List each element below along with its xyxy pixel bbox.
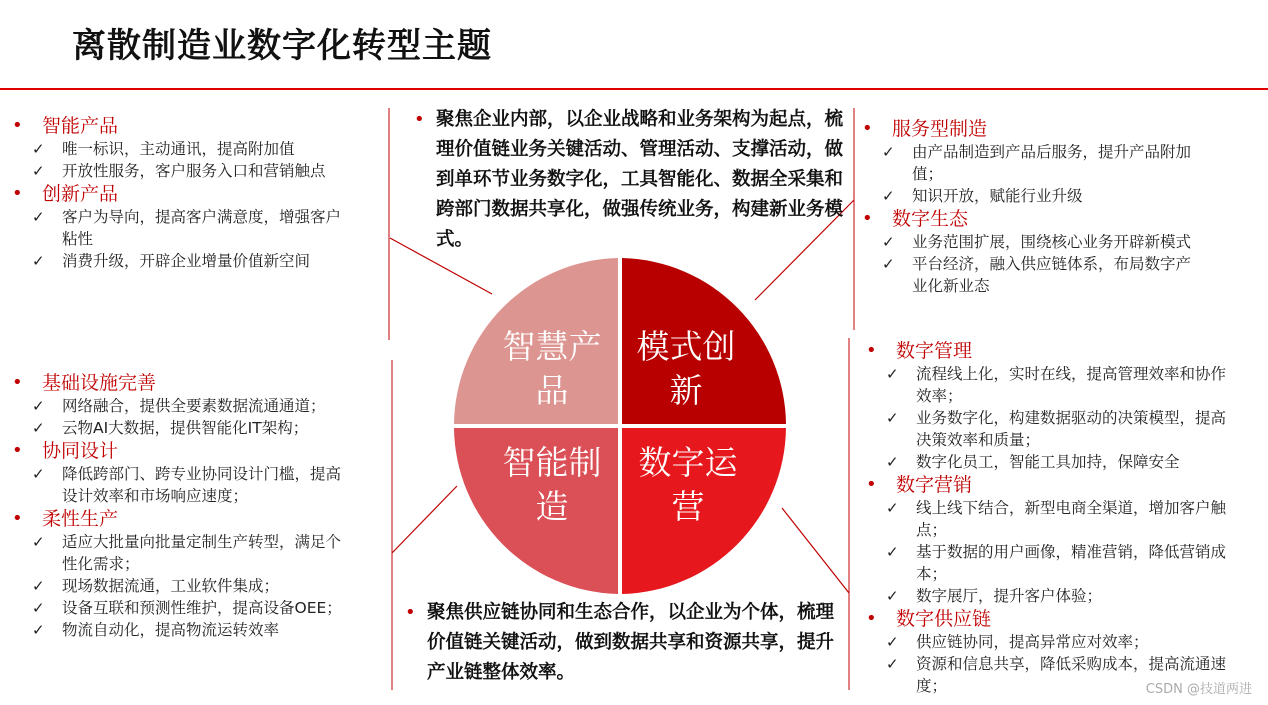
list-item: [12, 597, 352, 619]
list-item-text: 知识开放，赋能行业升级: [912, 187, 1083, 205]
check-icon: ✓: [886, 655, 899, 673]
list-item: [12, 138, 352, 160]
list-item: [866, 407, 1236, 451]
list-item: [862, 253, 1202, 297]
left-top-column: [12, 114, 352, 272]
section-bullet: •: [862, 118, 873, 139]
section-heading: 基础设施完善: [42, 372, 157, 394]
list-item-text: 适应大批量向批量定制生产转型，满足个性化需求；: [62, 533, 342, 573]
section-service-manufacturing: [862, 117, 1202, 207]
check-icon: ✓: [886, 633, 899, 651]
check-icon: ✓: [886, 543, 899, 561]
list-item: [12, 531, 352, 575]
list-item-text: 唯一标识，主动通讯，提高附加值: [62, 140, 295, 158]
list-item: [866, 497, 1236, 541]
list-item: [12, 250, 352, 272]
quadrant-label-bottom-left-line2: 造: [535, 487, 569, 526]
list-item: [866, 541, 1236, 585]
check-icon: ✓: [32, 465, 45, 483]
check-icon: ✓: [32, 621, 45, 639]
note-bullet: •: [405, 602, 416, 623]
quadrant-label-bottom-right-line1: 数字运: [638, 443, 738, 482]
section-bullet: •: [862, 208, 873, 229]
check-icon: ✓: [32, 599, 45, 617]
list-item: [862, 231, 1202, 253]
list-item-text: 物流自动化，提高物流运转效率: [62, 621, 280, 639]
list-item-text: 客户为导向，提高客户满意度，增强客户粘性: [62, 208, 342, 248]
list-item-text: 现场数据流通，工业软件集成；: [62, 577, 280, 595]
list-item: [12, 160, 352, 182]
list-item-text: 由产品制造到产品后服务，提升产品附加值；: [912, 143, 1192, 183]
check-icon: ✓: [32, 419, 45, 437]
right-bottom-column: [866, 339, 1236, 697]
list-item-text: 资源和信息共享，降低采购成本，提高流通速度；: [916, 655, 1227, 695]
check-icon: ✓: [882, 255, 895, 273]
section-bullet: •: [12, 183, 23, 204]
section-flexible-production: [12, 507, 352, 641]
check-icon: ✓: [32, 252, 45, 270]
section-bullet: •: [12, 115, 23, 136]
section-bullet: •: [866, 340, 877, 361]
list-item: [866, 451, 1236, 473]
list-item-text: 平台经济，融入供应链体系，布局数字产业化新业态: [912, 255, 1192, 295]
list-item-text: 消费升级，开辟企业增量价值新空间: [62, 252, 311, 270]
section-heading: 数字营销: [896, 474, 973, 496]
section-heading: 服务型制造: [892, 118, 988, 140]
watermark: CSDN @技道两进: [1145, 682, 1252, 697]
list-item: [12, 395, 352, 417]
connector-line-bottom-left: [392, 486, 457, 553]
quadrant-label-top-right-line2: 新: [669, 371, 703, 410]
list-item-text: 降低跨部门、跨专业协同设计门槛，提高设计效率和市场响应速度；: [62, 465, 342, 505]
list-item: [12, 206, 352, 250]
section-heading: 柔性生产: [42, 508, 119, 530]
check-icon: ✓: [32, 577, 45, 595]
check-icon: ✓: [882, 187, 895, 205]
note-bullet: •: [414, 109, 425, 130]
section-infrastructure: [12, 371, 352, 439]
list-item-text: 云物AI大数据，提供智能化IT架构；: [62, 419, 309, 437]
section-bullet: •: [866, 608, 877, 629]
list-item: [862, 141, 1202, 185]
list-item-text: 数字化员工，智能工具加持，保障安全: [916, 453, 1180, 471]
list-item: [12, 575, 352, 597]
left-bottom-column: [12, 371, 352, 641]
check-icon: ✓: [886, 409, 899, 427]
section-bullet: •: [12, 440, 23, 461]
section-heading: 数字供应链: [896, 608, 992, 630]
check-icon: ✓: [32, 162, 45, 180]
section-heading: 数字管理: [896, 340, 973, 362]
section-bullet: •: [12, 508, 23, 529]
check-icon: ✓: [886, 587, 899, 605]
check-icon: ✓: [882, 233, 895, 251]
section-digital-marketing: [866, 473, 1236, 607]
connector-line-bottom-right: [782, 508, 849, 593]
quadrant-label-bottom-right-line2: 营: [671, 487, 705, 526]
check-icon: ✓: [882, 143, 895, 161]
section-innovative-product: [12, 182, 352, 272]
list-item-text: 业务数字化，构建数据驱动的决策模型，提高决策效率和质量；: [916, 409, 1227, 449]
section-smart-product: [12, 114, 352, 182]
list-item-text: 网络融合，提供全要素数据流通通道；: [62, 397, 326, 415]
quadrant-label-top-right-line1: 模式创: [636, 327, 736, 366]
check-icon: ✓: [32, 533, 45, 551]
section-bullet: •: [12, 372, 23, 393]
section-heading: 协同设计: [42, 440, 119, 462]
check-icon: ✓: [32, 140, 45, 158]
section-digital-management: [866, 339, 1236, 473]
quadrant-label-top-left-line1: 智慧产: [502, 327, 602, 366]
list-item: [862, 185, 1202, 207]
list-item-text: 流程线上化，实时在线，提高管理效率和协作效率；: [916, 365, 1227, 405]
list-item-text: 供应链协同，提高异常应对效率；: [916, 633, 1149, 651]
list-item-text: 业务范围扩展，围绕核心业务开辟新模式: [912, 233, 1192, 251]
check-icon: ✓: [886, 499, 899, 517]
check-icon: ✓: [886, 453, 899, 471]
section-collaborative-design: [12, 439, 352, 507]
quadrant-label-bottom-left-line1: 智能制: [502, 443, 602, 482]
bottom-focus-note: [405, 598, 845, 688]
section-heading: 智能产品: [42, 115, 119, 137]
check-icon: ✓: [32, 208, 45, 226]
top-focus-note: [414, 105, 844, 255]
top-focus-text: 聚焦企业内部，以企业战略和业务架构为起点，梳理价值链业务关键活动、管理活动、支撑活动，做到单环节业务数字化，工具智能化、数据全采集和跨部门数据共享化，做强传统业务，构建新业务模式。: [436, 109, 844, 250]
section-heading: 创新产品: [42, 183, 119, 205]
bottom-focus-text: 聚焦供应链协同和生态合作，以企业为个体，梳理价值链关键活动，做到数据共享和资源共享，提升产业链整体效率。: [427, 602, 835, 683]
list-item-text: 开放性服务，客户服务入口和营销触点: [62, 162, 326, 180]
list-item-text: 设备互联和预测性维护，提高设备OEE；: [62, 599, 342, 617]
list-item: [12, 619, 352, 641]
list-item: [12, 463, 352, 507]
list-item-text: 基于数据的用户画像，精准营销，降低营销成本；: [916, 543, 1227, 583]
quadrant-label-top-left-line2: 品: [535, 371, 569, 410]
right-top-column: [862, 117, 1202, 297]
list-item-text: 线上线下结合，新型电商全渠道，增加客户触点；: [916, 499, 1227, 539]
list-item: [866, 585, 1236, 607]
check-icon: ✓: [886, 365, 899, 383]
section-heading: 数字生态: [892, 208, 969, 230]
check-icon: ✓: [32, 397, 45, 415]
section-bullet: •: [866, 474, 877, 495]
list-item: [866, 363, 1236, 407]
section-digital-ecosystem: [862, 207, 1202, 297]
page-title: 离散制造业数字化转型主题: [72, 26, 492, 66]
list-item: [866, 631, 1236, 653]
list-item: [12, 417, 352, 439]
list-item-text: 数字展厅，提升客户体验；: [916, 587, 1103, 605]
